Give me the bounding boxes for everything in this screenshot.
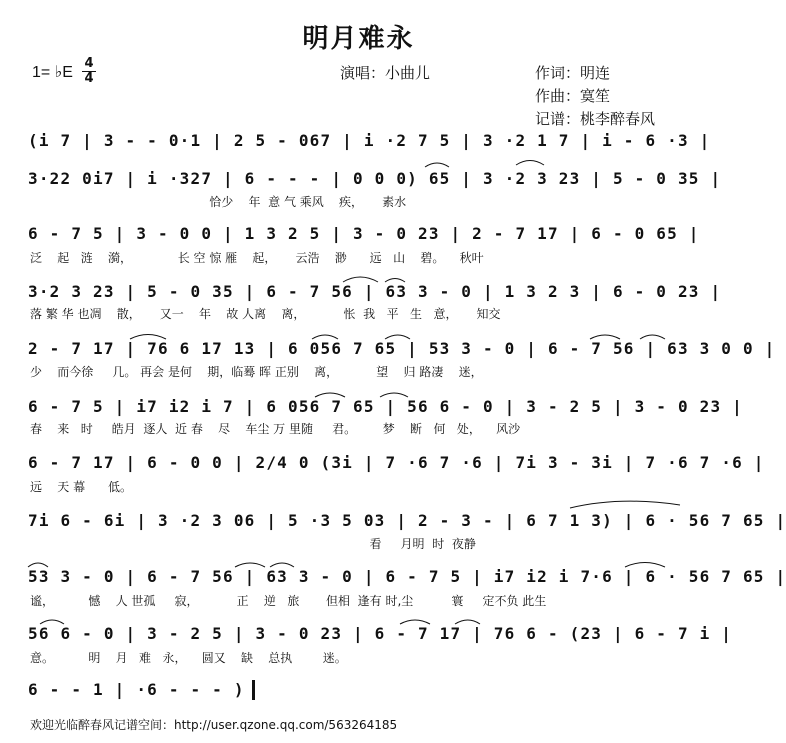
music-row-10: 56 6 - 0 | 3 - 2 5 | 3 - 0 23 | 6 - 7 17 | 76 6 - (23 | 6 - 7 i | [28, 624, 733, 643]
lyrics-row-6: 春 来 时 皓月 逐人 近 春 尽 车尘 万 里随 君。 梦 断 何 处， 风沙 [30, 422, 521, 436]
music-row-1: (i 7 | 3 - - 0·1 | 2 5 - 067 | i ·2 7 5 | 3 ·2 1 7 | i - 6 ·3 | [28, 131, 711, 150]
transcriber-credit: 记谱：桃李醉春风 [535, 110, 656, 128]
key-signature: 1= ♭E [32, 64, 73, 81]
music-row-3: 6 - 7 5 | 3 - 0 0 | 1 3 2 5 | 3 - 0 23 | 2 - 7 17 | 6 - 0 65 | [28, 224, 700, 243]
lyrics-row-7: 远 天 幕 低。 [30, 480, 132, 494]
music-row-8: 7i 6 - 6i | 3 ·2 3 06 | 5 ·3 5 03 | 2 - 3 - | 6 7 1 3) | 6 · 56 7 65 | [28, 511, 786, 530]
music-row-7: 6 - 7 17 | 6 - 0 0 | 2/4 0 (3i | 7 ·6 7 ·6 | 7i 3 - 3i | 7 ·6 7 ·6 | [28, 453, 765, 472]
lyrics-row-5: 少 而今徐 几。 再会 是何 期，临蓦 晖 正别 离， 望 归 路凄 迷， [30, 365, 483, 379]
final-barline [252, 680, 255, 700]
lyrics-row-4: 落 繁 华 也凋 散， 又一 年 故 人离 离， 怅 我 平 生 意， 知交 [30, 307, 501, 321]
meter-top: 4 [84, 56, 94, 71]
music-row-11: 6 - - 1 | ·6 - - - ) [28, 680, 245, 699]
music-row-2: 3·22 0i7 | i ·327 | 6 - - - | 0 0 0) 65 | 3 ·2 3 23 | 5 - 0 35 | [28, 169, 722, 188]
slur [570, 501, 680, 508]
lyrics-row-9: 谧， 憾 人 世孤 寂， 正 逆 旅 但相 逢有 时,尘 寰 定不负 此生 [30, 594, 547, 608]
lyrics-row-10: 意。 明 月 难 永， 圆又 缺 总执 迷。 [30, 651, 347, 665]
music-row-5: 2 - 7 17 | 76 6 17 13 | 6 056 7 65 | 53 3 - 0 | 6 - 7 56 | 63 3 0 0 | [28, 339, 776, 358]
lyrics-row-3: 泛 起 涟 漪， 长 空 惊 雁 起， 云浩 渺 远 山 碧。 秋叶 [30, 251, 484, 265]
meter-bottom: 4 [84, 71, 94, 86]
footer-text: 欢迎光临醉春风记谱空间：http://user.qzone.qq.com/563264185 [30, 718, 398, 732]
lyrics-row-8: 看 月明 时 夜静 [30, 537, 476, 551]
lyricist-credit: 作词：明连 [535, 64, 611, 82]
music-row-9: 53 3 - 0 | 6 - 7 56 | 63 3 - 0 | 6 - 7 5 | i7 i2 i 7·6 | 6 · 56 7 65 | [28, 567, 786, 586]
singer-credit: 演唱：小曲儿 [340, 64, 431, 82]
time-signature [82, 58, 96, 85]
music-row-4: 3·2 3 23 | 5 - 0 35 | 6 - 7 56 | 63 3 - 0 | 1 3 2 3 | 6 - 0 23 | [28, 282, 722, 301]
lyrics-row-2: 恰少 年 意 气 乘风 疾， 素水 [30, 195, 407, 209]
song-title: 明月难永 [302, 24, 415, 54]
music-row-6: 6 - 7 5 | i7 i2 i 7 | 6 056 7 65 | 56 6 - 0 | 3 - 2 5 | 3 - 0 23 | [28, 397, 743, 416]
composer-credit: 作曲：寞笙 [535, 87, 611, 105]
